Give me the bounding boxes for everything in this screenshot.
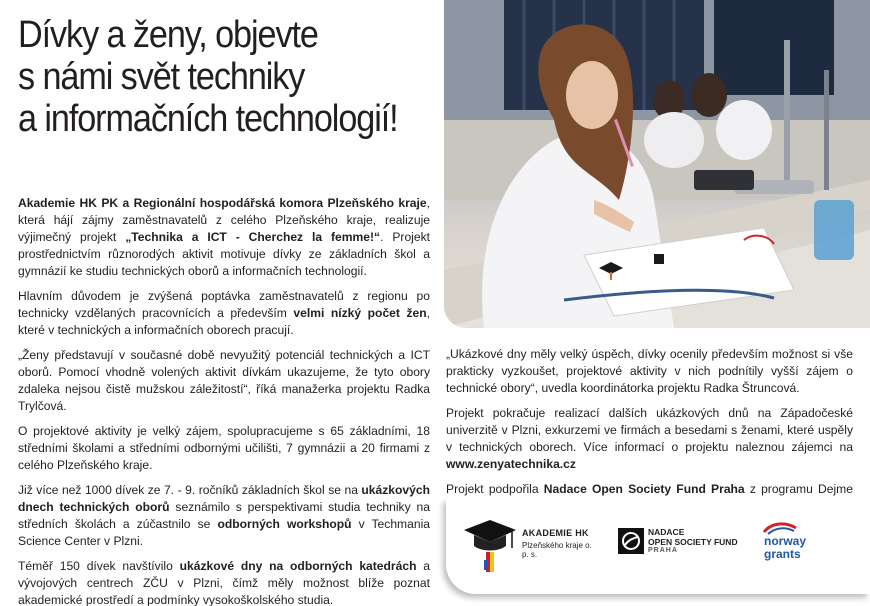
partner-logos-box: [446, 498, 870, 594]
text: v Techmania Science Center v Plzni.: [18, 517, 430, 548]
graduation-cap-icon: [460, 514, 520, 574]
paragraph-demand: [18, 288, 430, 339]
paragraph-success: „Ukázkové dny měly velký úspěch, dívky ocenily především možnost si vše prakticky vyzkoušet, projektové aktivity v nich podnítily vyšší zájem o technické obory“, uvedla koordinátorka projektu Radka Štruncová.: [446, 347, 853, 395]
title-line-3: a informačních technologií!: [18, 98, 398, 140]
text: Hlavním důvodem je zvýšená poptávka zaměstnavatelů z regionu po technicky vzdělaných pracovnících a především: [18, 289, 430, 320]
text: seznámilo s perspektivami studia techniky na středních školách a zúčastnilo se: [18, 500, 430, 531]
text: , které v technických a informačních oborech pracují.: [18, 306, 431, 337]
nadace-emblem-icon: [618, 528, 644, 554]
intro-paragraph: [18, 195, 430, 280]
title-line-2: s námi svět techniky: [18, 56, 305, 98]
lab-photo: [444, 0, 870, 328]
nadace-line-2: OPEN SOCIETY FUND: [648, 537, 738, 547]
norway-word: norway: [764, 534, 807, 548]
bold-text: ukázkové dny na odborných katedrách: [179, 559, 417, 573]
bold-text: Nadace Open Society Fund Praha: [543, 482, 745, 496]
lab-photo-illustration: [444, 0, 870, 328]
text: . Projekt prostřednictvím různorodých aktivit motivuje dívky ze základních škol a gymnázií ke studiu technických oborů a informačních technologií.: [18, 230, 430, 278]
akademie-logo: [460, 514, 600, 574]
text: z programu Dejme: [749, 482, 853, 496]
text: Již více než 1000 dívek ze 7. - 9. ročníků základních škol se na: [18, 483, 362, 497]
bold-text: velmi nízký počet žen: [293, 306, 427, 320]
text: Projekt pokračuje realizací dalších ukázkových dnů na Západočeské univerzitě v Plzni, exkurzemi ve firmách a besedami s ženami, které uspěly v technických oborech. Více informací o projektu naleznou zájemci na: [446, 406, 853, 454]
bold-text: „Technika a ICT - Cherchez la femme!“: [125, 230, 381, 244]
page-title: [18, 14, 396, 140]
paragraph-demo-days: [18, 482, 430, 550]
bold-text: Akademie HK PK a Regionální hospodářská komora Plzeňského kraje: [18, 196, 427, 210]
grants-word: grants: [764, 547, 801, 561]
paragraph-cooperation: O projektové aktivity je velký zájem, spolupracujeme s 65 základními, 18 středními školami a středními odbornými učilišti, 7 gymnázii a 20 firmami z celého Plzeňského kraje.: [18, 424, 430, 472]
nadace-logo: [618, 528, 758, 562]
title-line-1: Dívky a ženy, objevte: [18, 14, 318, 56]
paragraph-university: [18, 558, 430, 606]
website-link-text: www.zenyatechnika.cz: [446, 457, 576, 471]
text: , která hájí zájmy zaměstnavatelů z celého Plzeňského kraje, realizuje výjimečný projekt: [18, 196, 430, 244]
text: Projekt podpořila: [446, 482, 544, 496]
text: Téměř 150 dívek navštívilo: [18, 559, 180, 573]
paragraph-quote: „Ženy představují v současné době nevyužitý potenciál technických a ICT oborů. Pomocí vhodně volených aktivit dívkám ukazujeme, že tyto obory zdaleka nejsou čistě mužskou záležitostí“, říká manažerka projektu Radka Trylčová.: [18, 348, 430, 413]
norway-grants-logo: [762, 520, 824, 570]
nadace-line-3: PRAHA: [648, 547, 678, 554]
nadace-line-1: NADACE: [648, 527, 685, 537]
paragraph-continuation: [446, 405, 853, 473]
bold-text: odborných workshopů: [217, 517, 352, 531]
bold-text: ukázkových dnech technických oborů: [18, 483, 430, 514]
akademie-subname: Plzeňského kraje o. p. s.: [522, 541, 592, 559]
akademie-name: AKADEMIE HK: [522, 528, 589, 538]
left-column: [18, 195, 430, 606]
right-column: [446, 346, 853, 523]
text: a vývojových centrech ZČU v Plzni, čímž měly možnost blíže poznat akademické prostředí a podmínky vysokoškolského studia.: [18, 559, 430, 606]
